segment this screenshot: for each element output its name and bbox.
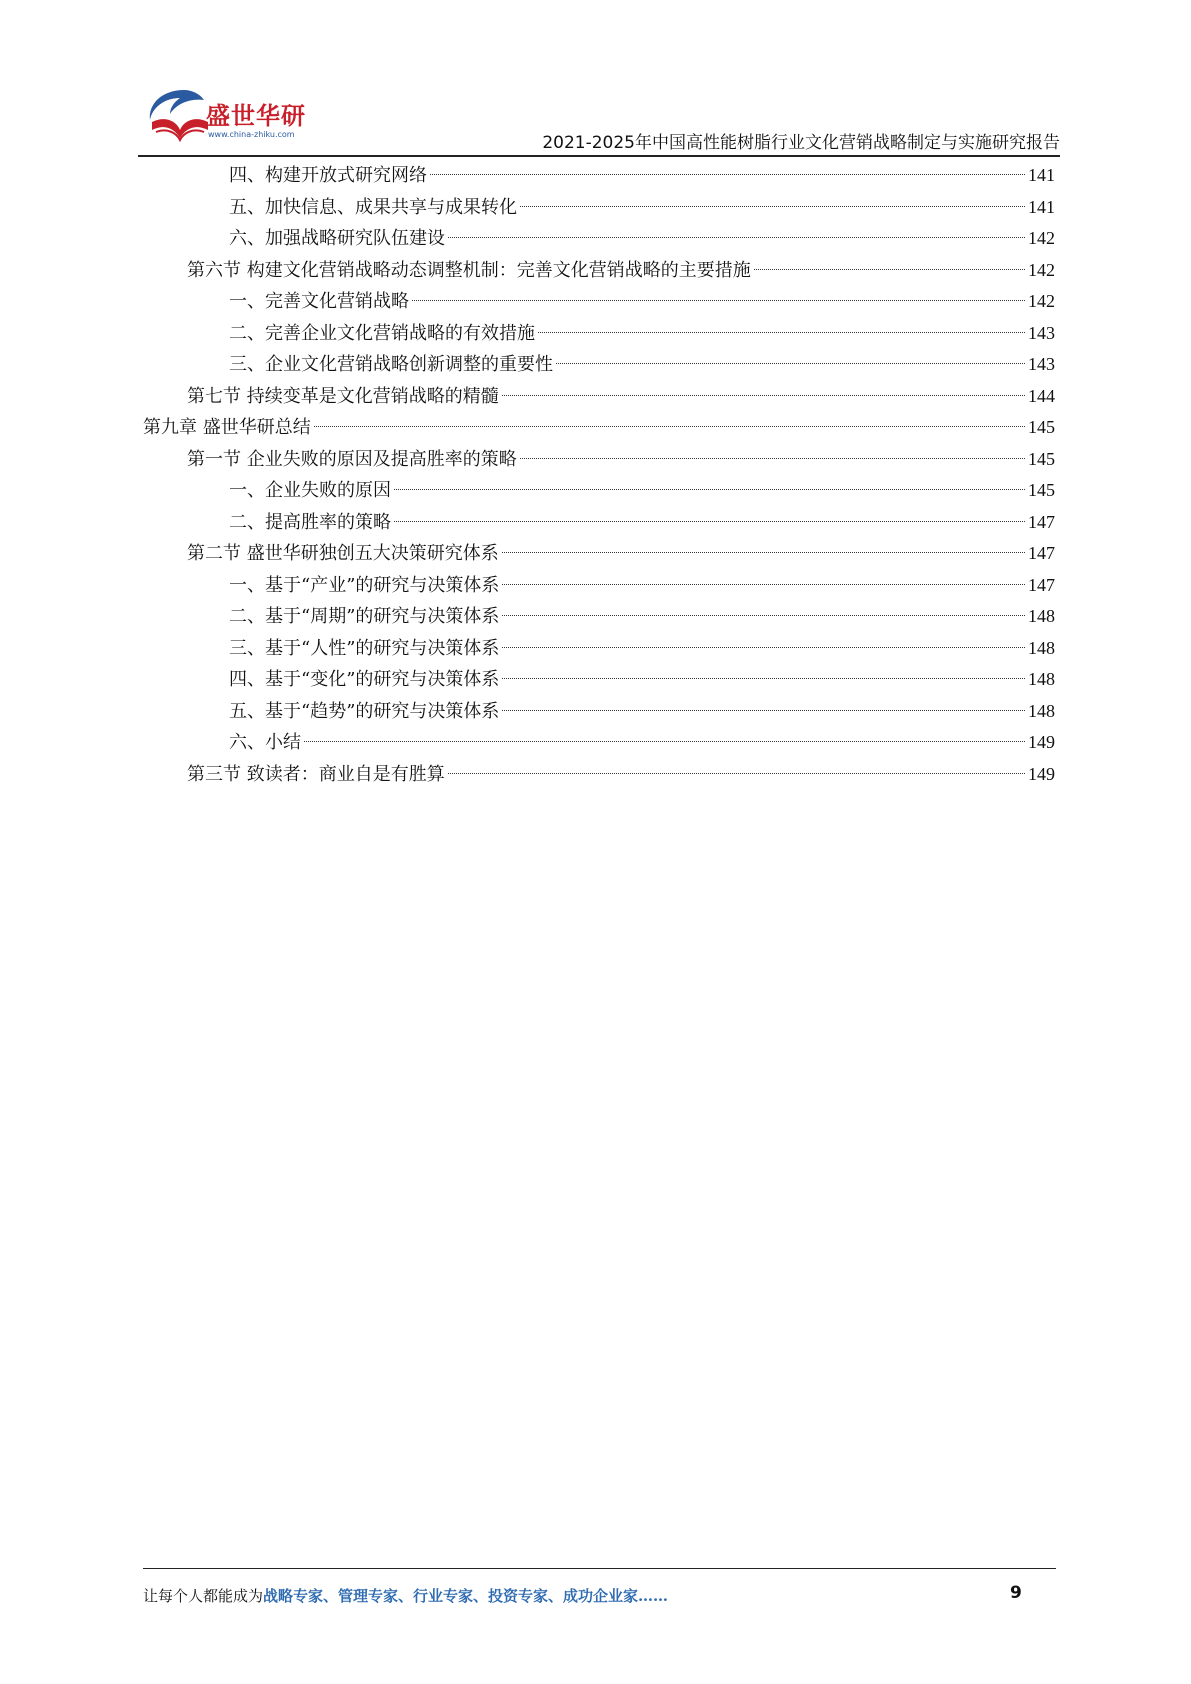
toc-entry[interactable] [143, 255, 1055, 287]
toc-dot-leader [394, 521, 1025, 522]
toc-entry-title: 三、基于“人性”的研究与决策体系 [229, 637, 500, 659]
toc-entry-title: 六、加强战略研究队伍建设 [229, 228, 445, 249]
toc-entry[interactable] [143, 601, 1055, 633]
toc-entry-page: 147 [1028, 543, 1055, 563]
slogan-lead: 让每个人都能成为 [143, 1587, 264, 1605]
toc-entry[interactable] [143, 286, 1055, 318]
toc-entry-page: 148 [1028, 637, 1055, 658]
toc-entry[interactable] [143, 318, 1055, 350]
toc-entry-title: 第一节 企业失败的原因及提高胜率的策略 [187, 448, 517, 470]
toc-entry-title: 二、完善企业文化营销战略的有效措施 [229, 322, 535, 344]
toc-dot-leader [304, 741, 1025, 742]
toc-entry[interactable] [143, 160, 1055, 192]
toc-entry-page: 149 [1028, 732, 1055, 752]
toc-entry-page: 141 [1028, 196, 1055, 217]
toc-entry-title: 一、企业失败的原因 [229, 480, 391, 501]
toc-dot-leader [502, 552, 1025, 553]
toc-entry-title: 五、加快信息、成果共享与成果转化 [229, 196, 517, 218]
toc-entry-title: 第九章 盛世华研总结 [143, 417, 311, 438]
toc-entry-title: 三、企业文化营销战略创新调整的重要性 [229, 354, 553, 375]
toc-entry[interactable] [143, 633, 1055, 665]
toc-entry-title: 第七节 持续变革是文化营销战略的精髓 [187, 385, 499, 407]
toc-entry-title: 第二节 盛世华研独创五大决策研究体系 [187, 543, 499, 564]
toc-entry-title: 二、基于“周期”的研究与决策体系 [229, 606, 500, 627]
toc-entry[interactable] [143, 664, 1055, 696]
toc-dot-leader [754, 269, 1025, 270]
toc-entry[interactable] [143, 696, 1055, 728]
toc-dot-leader [538, 332, 1025, 333]
toc-dot-leader [502, 615, 1025, 616]
toc-entry-title: 一、完善文化营销战略 [229, 291, 409, 312]
toc-dot-leader [448, 237, 1025, 238]
toc-entry-page: 145 [1028, 480, 1055, 500]
toc-dot-leader [502, 584, 1025, 585]
toc-entry[interactable] [143, 727, 1055, 759]
toc-entry-page: 149 [1028, 763, 1055, 784]
toc-entry[interactable] [143, 538, 1055, 570]
toc-entry[interactable] [143, 507, 1055, 539]
table-of-contents [143, 160, 1055, 790]
toc-entry-title: 六、小结 [229, 732, 301, 753]
toc-entry[interactable] [143, 192, 1055, 224]
page-number: 9 [1010, 1583, 1022, 1603]
toc-entry-title: 二、提高胜率的策略 [229, 511, 391, 533]
toc-entry-page: 147 [1028, 574, 1055, 595]
toc-entry-page: 144 [1028, 385, 1055, 406]
toc-entry-page: 148 [1028, 669, 1055, 689]
toc-entry[interactable] [143, 412, 1055, 444]
toc-dot-leader [520, 458, 1025, 459]
toc-entry-title: 第三节 致读者：商业自是有胜算 [187, 763, 445, 785]
toc-entry[interactable] [143, 570, 1055, 602]
toc-dot-leader [502, 647, 1025, 648]
toc-entry-page: 143 [1028, 354, 1055, 374]
slogan-emphasis: 战略专家、管理专家、行业专家、投资专家、成功企业家…… [263, 1587, 669, 1605]
toc-dot-leader [412, 300, 1025, 301]
toc-entry-title: 第六节 构建文化营销战略动态调整机制：完善文化营销战略的主要措施 [187, 259, 751, 281]
footer-slogan [143, 1585, 668, 1606]
toc-entry-page: 142 [1028, 291, 1055, 311]
toc-entry-page: 147 [1028, 511, 1055, 532]
toc-entry-title: 一、基于“产业”的研究与决策体系 [229, 574, 500, 596]
toc-dot-leader [520, 206, 1025, 207]
brand-name: 盛世华研 [206, 102, 306, 130]
toc-entry-page: 142 [1028, 228, 1055, 248]
footer-divider [143, 1568, 1056, 1569]
toc-entry-page: 141 [1028, 165, 1055, 185]
toc-entry-page: 148 [1028, 700, 1055, 721]
toc-entry-title: 五、基于“趋势”的研究与决策体系 [229, 700, 500, 722]
header-divider [138, 155, 1060, 157]
report-title: 2021-2025年中国高性能树脂行业文化营销战略制定与实施研究报告 [542, 133, 1060, 153]
toc-dot-leader [556, 363, 1025, 364]
toc-entry[interactable] [143, 475, 1055, 507]
toc-entry-title: 四、基于“变化”的研究与决策体系 [229, 669, 500, 690]
toc-dot-leader [430, 174, 1025, 175]
toc-entry[interactable] [143, 444, 1055, 476]
toc-dot-leader [394, 489, 1025, 490]
page-header [138, 80, 1060, 155]
toc-entry-page: 145 [1028, 448, 1055, 469]
toc-entry[interactable] [143, 223, 1055, 255]
toc-dot-leader [448, 773, 1025, 774]
toc-dot-leader [502, 395, 1025, 396]
toc-dot-leader [314, 426, 1025, 427]
toc-entry[interactable] [143, 759, 1055, 791]
toc-entry-page: 142 [1028, 259, 1055, 280]
toc-dot-leader [502, 678, 1025, 679]
brand-website: www.china-zhiku.com [208, 130, 295, 139]
toc-entry-page: 145 [1028, 417, 1055, 437]
toc-dot-leader [502, 710, 1025, 711]
toc-entry[interactable] [143, 349, 1055, 381]
toc-entry-title: 四、构建开放式研究网络 [229, 165, 427, 186]
toc-entry-page: 148 [1028, 606, 1055, 626]
toc-entry[interactable] [143, 381, 1055, 413]
toc-entry-page: 143 [1028, 322, 1055, 343]
